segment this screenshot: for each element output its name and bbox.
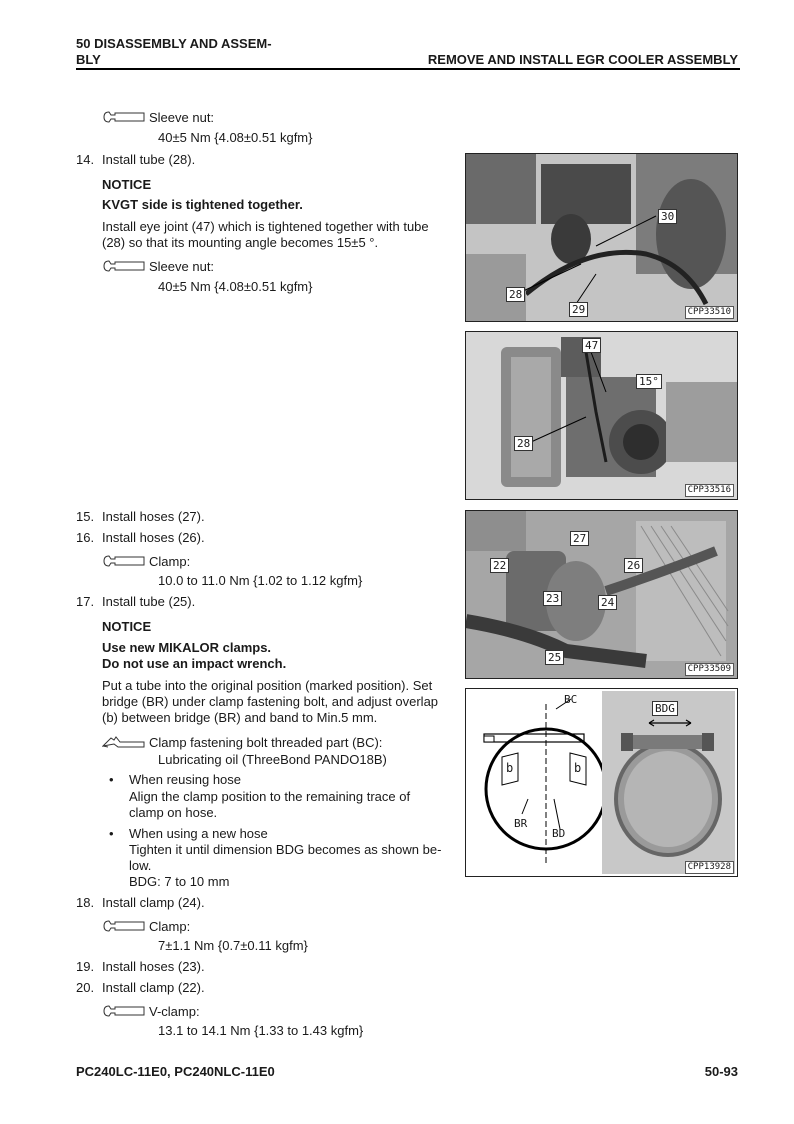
callout-28: 28	[506, 287, 525, 302]
step-17-body-line2: bridge (BR) under clamp fastening bolt, and adjust overlap	[102, 694, 439, 709]
torque-wrench-icon	[102, 555, 146, 567]
figure-tube-28-photo	[465, 153, 738, 322]
header-divider	[76, 68, 740, 70]
step-20-torque-label: V-clamp:	[149, 1004, 200, 1019]
top-torque-value: 40±5 Nm {4.08±0.51 kgfm}	[158, 130, 313, 145]
step-19-number: 19.	[76, 959, 95, 974]
step-14-number: 14.	[76, 152, 95, 167]
bullet-2-line3: BDG: 7 to 10 mm	[129, 874, 230, 889]
step-16-torque-label: Clamp:	[149, 554, 191, 569]
step-17-notice-line2: Do not use an impact wrench.	[102, 656, 287, 671]
step-18-text: Install clamp (24).	[102, 895, 205, 910]
figure-code: CPP33510	[685, 306, 734, 319]
step-15-number: 15.	[76, 509, 95, 524]
torque-wrench-icon	[102, 260, 146, 272]
step-17-lube-value: Lubricating oil (ThreeBond PANDO18B)	[158, 752, 387, 767]
step-18-torque-value: 7±1.1 Nm {0.7±0.11 kgfm}	[158, 938, 308, 953]
bullet-1-line1: Align the clamp position to the remaining trace of	[129, 789, 411, 804]
callout-26: 26	[624, 558, 643, 573]
callout-23: 23	[543, 591, 562, 606]
clamp-diagram-drawing	[466, 689, 737, 876]
callout-30: 30	[658, 209, 677, 224]
footer-model: PC240LC-11E0, PC240NLC-11E0	[76, 1064, 275, 1079]
label-bd: BD	[552, 827, 566, 840]
torque-wrench-icon	[102, 111, 146, 123]
label-bdg: BDG	[652, 701, 678, 716]
figure-hoses-photo	[465, 510, 738, 679]
step-20-text: Install clamp (22).	[102, 980, 205, 995]
torque-wrench-icon	[102, 1005, 146, 1017]
label-br: BR	[514, 817, 528, 830]
step-16-number: 16.	[76, 530, 95, 545]
step-17-body-line3: (b) between bridge (BR) and band to Min.5 mm.	[102, 710, 378, 725]
bullet-1-line2: clamp on hose.	[129, 805, 218, 820]
torque-wrench-icon	[102, 920, 146, 932]
header-page-title: REMOVE AND INSTALL EGR COOLER ASSEMBLY	[427, 52, 738, 67]
step-17-lube-label: Clamp fastening bolt threaded part (BC):	[149, 735, 383, 750]
label-b-left: b	[506, 761, 514, 775]
header-section-line1: 50 DISASSEMBLY AND ASSEM-	[76, 36, 272, 51]
step-17-body-line1: Put a tube into the original position (marked position). Set	[102, 678, 433, 693]
callout-29: 29	[569, 302, 588, 317]
bullet-dot-icon: •	[109, 772, 114, 787]
bullet-2-line1: Tighten it until dimension BDG becomes as shown be-	[129, 842, 442, 857]
figure-eye-joint-47-photo	[465, 331, 738, 500]
bullet-1-title: When reusing hose	[129, 772, 242, 787]
step-14-notice: NOTICE	[102, 177, 152, 192]
footer-page-number: 50-93	[704, 1064, 738, 1079]
step-17-notice-line1: Use new MIKALOR clamps.	[102, 640, 272, 655]
header-section-title	[76, 36, 272, 68]
figure-code: CPP13928	[685, 861, 734, 874]
step-14-torque-label: Sleeve nut:	[149, 259, 215, 274]
step-17-notice: NOTICE	[102, 619, 152, 634]
callout-25: 25	[545, 650, 564, 665]
step-20-torque-value: 13.1 to 14.1 Nm {1.33 to 1.43 kgfm}	[158, 1023, 364, 1038]
callout-angle-15: 15°	[636, 374, 662, 389]
bullet-2-title: When using a new hose	[129, 826, 268, 841]
step-17-number: 17.	[76, 594, 95, 609]
step-16-text: Install hoses (26).	[102, 530, 205, 545]
top-torque-label: Sleeve nut:	[149, 110, 215, 125]
label-b-right: b	[574, 761, 582, 775]
label-bc: BC	[564, 693, 578, 706]
callout-47: 47	[582, 338, 601, 353]
bullet-dot-icon: •	[109, 826, 114, 841]
step-15-text: Install hoses (27).	[102, 509, 205, 524]
figure-code: CPP33516	[685, 484, 734, 497]
step-14-notice-text: KVGT side is tightened together.	[102, 197, 303, 212]
step-20-number: 20.	[76, 980, 95, 995]
header-section-line2: BLY	[76, 52, 101, 67]
lubricant-oil-can-icon	[102, 736, 146, 748]
step-17-text: Install tube (25).	[102, 594, 196, 609]
step-14-torque-value: 40±5 Nm {4.08±0.51 kgfm}	[158, 279, 313, 294]
bullet-2-line2: low.	[129, 858, 152, 873]
callout-27: 27	[570, 531, 589, 546]
callout-22: 22	[490, 558, 509, 573]
engine-photo-illustration	[466, 332, 737, 499]
callout-28: 28	[514, 436, 533, 451]
figure-clamp-diagram	[465, 688, 738, 877]
step-19-text: Install hoses (23).	[102, 959, 205, 974]
step-14-body-line1: Install eye joint (47) which is tightened together with tube	[102, 219, 429, 234]
step-14-body-line2: (28) so that its mounting angle becomes 15±5 °.	[102, 235, 379, 250]
step-16-torque-value: 10.0 to 11.0 Nm {1.02 to 1.12 kgfm}	[158, 573, 363, 588]
step-14-text: Install tube (28).	[102, 152, 196, 167]
figure-code: CPP33509	[685, 663, 734, 676]
callout-24: 24	[598, 595, 617, 610]
step-18-number: 18.	[76, 895, 95, 910]
step-18-torque-label: Clamp:	[149, 919, 191, 934]
